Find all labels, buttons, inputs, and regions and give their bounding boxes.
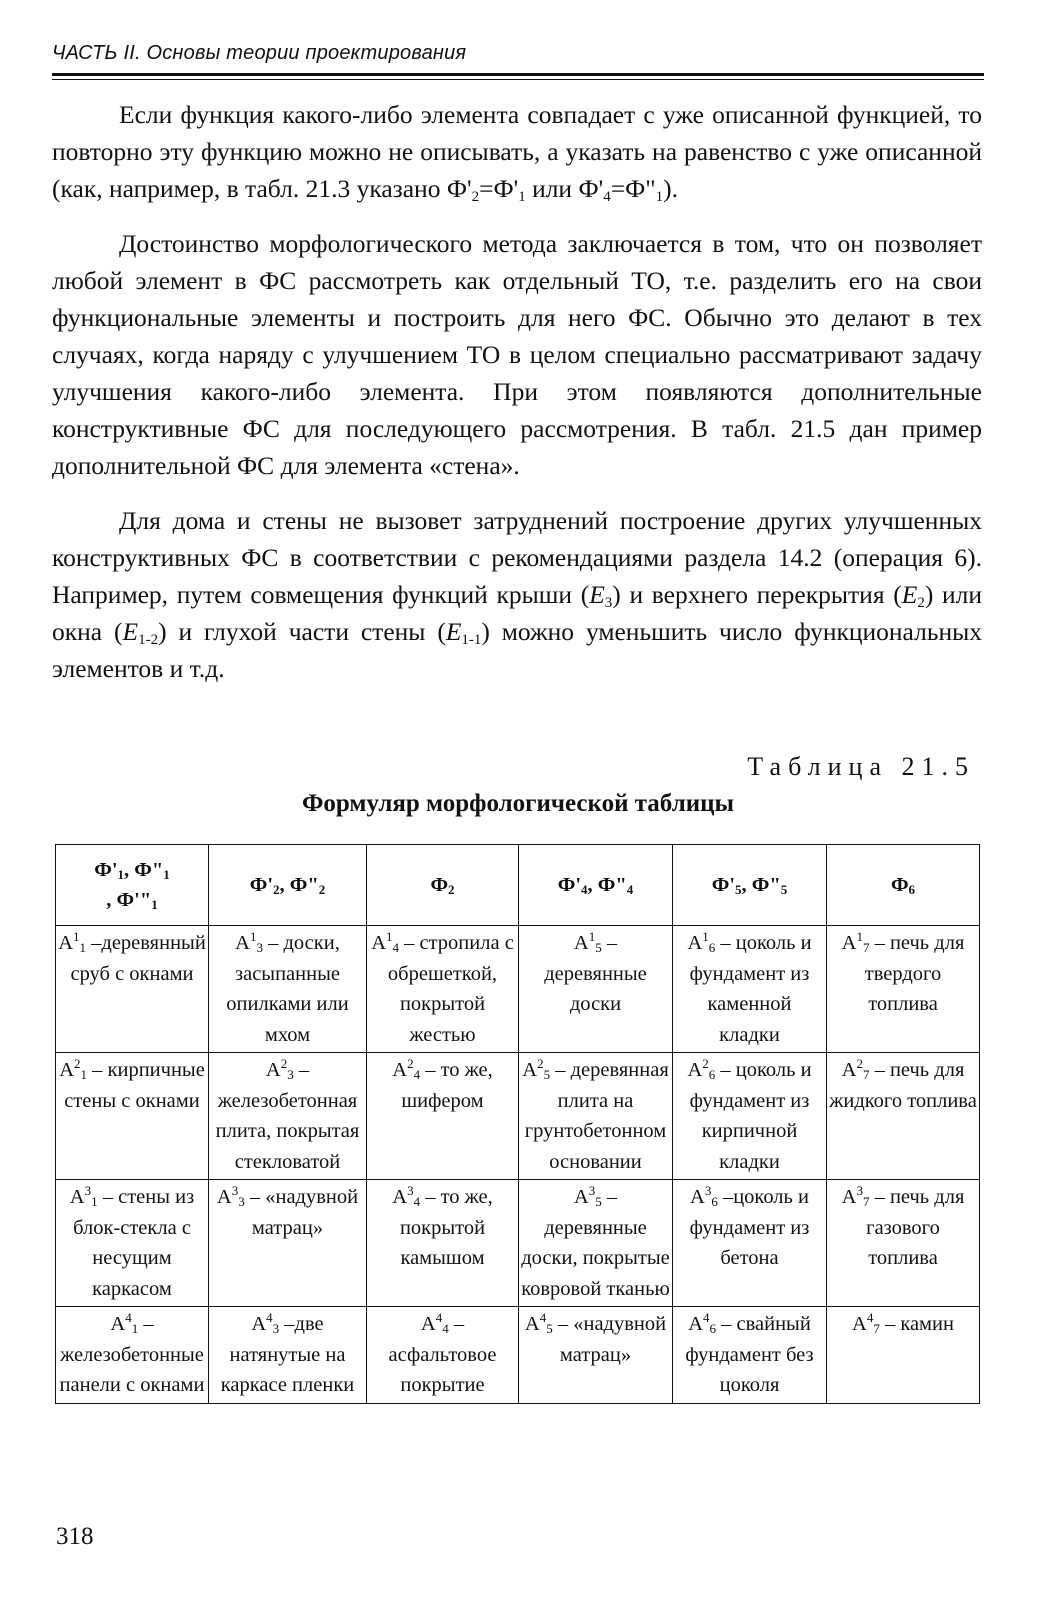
table-cell: $A^4_6$ – свайный фундамент без цоколя [673,1307,827,1404]
table-body [56,926,980,1404]
table-cell: $A^2_5$ – деревянная плита на грунтобетонном основании [519,1053,673,1180]
table-label: Таблица 21.5 [747,752,975,781]
table-cell: $A^3_5$ – деревянные доски, покрытые ковровой тканью [519,1180,673,1307]
header-cell: $Ф_2$ [367,845,519,926]
table-cell: $A^2_6$ – цоколь и фундамент из кирпичной кладки [673,1053,827,1180]
table-cell: $A^1_4$ – стропила с обрешеткой, покрытой жестью [367,926,519,1053]
paragraph-2: Достоинство морфологического метода заключается в том, что он позволяет любой элемент в ФС рассмотреть как отдельный ТО, т.е. разделить его на свои функциональные элементы и построить для него ФС. Обычно это делают в тех случаях, когда наряду с улучшением ТО в целом специально рассматривают задачу улучшения какого-либо элемента. При этом появляются дополнительные конструктивные ФС для последующего рассмотрения. В табл. 21.5 дан пример дополнительной ФС для элемента «стена». [52,229,982,480]
header-cell: $Ф'_1$, $Ф"_1$ , $Ф'"_1$ [56,845,209,926]
table-cell: $A^1_3$ – доски, засыпанные опилками или мхом [209,926,367,1053]
header-rule [52,73,984,76]
table-row [56,926,980,1053]
table-cell: $A^2_7$ – печь для жидкого топлива [827,1053,980,1180]
table-cell: $A^4_3$ –две натянутые на каркасе пленки [209,1307,367,1404]
table-cell: $A^2_1$ – кирпичные стены с окнами [56,1053,209,1180]
running-head: ЧАСТЬ II. Основы теории проектирования [52,42,467,64]
table-cell: $A^1_5$ – деревянные доски [519,926,673,1053]
morphological-table [55,844,980,1404]
table-cell: $A^3_7$ – печь для газового топлива [827,1180,980,1307]
body-text [52,96,982,687]
paragraph-1: Если функция какого-либо элемента совпадает с уже описанной функцией, то повторно эту функцию можно не описывать, а указать на равенство с уже описанной (как, например, в табл. 21.3 указано $Ф'_2=Ф'_1$ или $Ф'_4=Ф"_1$). [52,100,982,205]
table-cell: $A^1_1$ –деревянный сруб с окнами [56,926,209,1053]
table-cell: $A^1_6$ – цоколь и фундамент из каменной кладки [673,926,827,1053]
table-cell: $A^4_1$ – железобетонные панели с окнами [56,1307,209,1404]
table-cell: $A^3_4$ – то же, покрытой камышом [367,1180,519,1307]
header-cell: $Ф'_5$, $Ф"_5$ [673,845,827,926]
header-cell: $Ф'_2$, $Ф"_2$ [209,845,367,926]
page-number: 318 [56,1523,94,1550]
table-cell: $A^3_6$ –цоколь и фундамент из бетона [673,1180,827,1307]
table-row [56,1307,980,1404]
table-cell: $A^3_3$ – «надувной матрац» [209,1180,367,1307]
header-rule-thin [52,79,984,80]
paragraph-3: Для дома и стены не вызовет затруднений построение других улучшенных конструктивных ФС в соответствии с рекомендациями раздела 14.2 (операция 6). Например, путем совмещения функций крыши $(E_3)$ и верхнего перекрытия $(E_2)$ или окна $(E_{1-2})$ и глухой части стены $(E_{1-1})$ можно уменьшить число функциональных элементов и т.д. [52,506,983,683]
table-title: Формуляр морфологической таблицы [301,790,735,817]
table-cell: $A^2_4$ – то же, шифером [367,1053,519,1180]
table-cell: $A^4_5$ – «надувной матрац» [519,1307,673,1404]
table-header-row [56,845,980,926]
table-row [56,1053,980,1180]
header-cell: $Ф'_4$, $Ф"_4$ [519,845,673,926]
table-cell: $A^4_4$ – асфальтовое покрытие [367,1307,519,1404]
table-cell: $A^4_7$ – камин [827,1307,980,1404]
table-cell: $A^3_1$ – стены из блок-стекла с несущим каркасом [56,1180,209,1307]
table-cell: $A^2_3$ – железобетонная плита, покрытая стекловатой [209,1053,367,1180]
table-row [56,1180,980,1307]
header-cell: $Ф_6$ [827,845,980,926]
table-cell: $A^1_7$ – печь для твердого топлива [827,926,980,1053]
